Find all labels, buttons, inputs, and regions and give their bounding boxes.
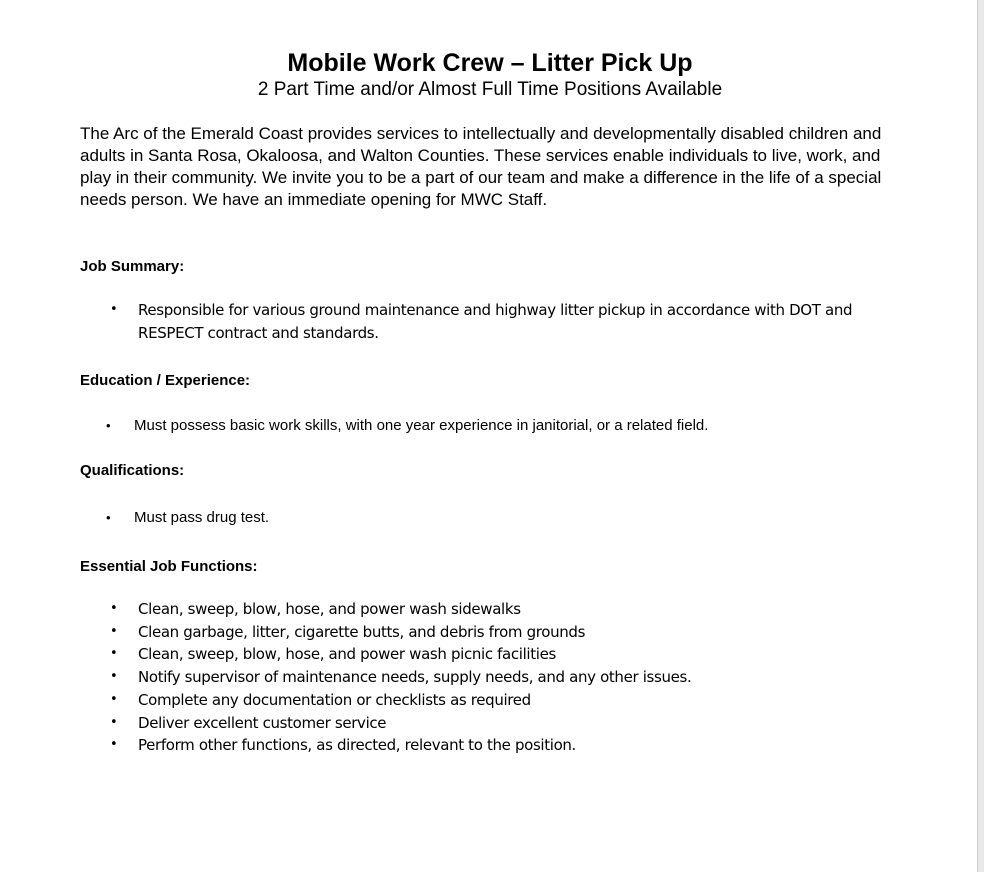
list-item-text: Clean, sweep, blow, hose, and power wash sidewalks <box>138 600 521 618</box>
bullet-icon: • <box>110 646 118 662</box>
list-item <box>80 712 880 735</box>
list-item-text: Deliver excellent customer service <box>138 713 387 732</box>
essential-functions-list <box>80 598 880 757</box>
essential-functions-heading: Essential Job Functions: <box>80 558 258 575</box>
bullet-icon: • <box>110 737 118 753</box>
bullet-icon: • <box>110 302 118 317</box>
bullet-icon: • <box>110 669 118 685</box>
job-summary-list <box>80 299 880 344</box>
bullet-icon: • <box>106 418 111 433</box>
list-item-text: Notify supervisor of maintenance needs, supply needs, and any other issues. <box>138 668 692 687</box>
list-item <box>80 508 900 528</box>
list-item <box>80 299 880 344</box>
bullet-icon: • <box>110 601 118 616</box>
list-item-text: Clean, sweep, blow, hose, and power wash picnic facilities <box>138 645 556 664</box>
bullet-icon: • <box>106 510 111 525</box>
list-item <box>80 689 880 712</box>
list-item <box>80 598 880 621</box>
list-item <box>80 643 880 666</box>
page-title: Mobile Work Crew – Litter Pick Up <box>287 49 693 77</box>
list-item-text: Must pass drug test. <box>134 509 270 526</box>
page-subtitle: 2 Part Time and/or Almost Full Time Positions Available <box>257 79 723 100</box>
job-summary-heading: Job Summary: <box>80 258 185 275</box>
page-edge-divider <box>977 0 984 872</box>
education-list <box>80 416 900 436</box>
list-item-text: Must possess basic work skills, with one year experience in janitorial, or a related field. <box>134 417 709 434</box>
education-heading: Education / Experience: <box>80 372 251 389</box>
intro-paragraph: The Arc of the Emerald Coast provides services to intellectually and developmentally disabled children and adults in Santa Rosa, Okaloosa, and Walton Counties. These services enable individuals to live, work, and play in their community. We invite you to be a part of our team and make a difference in the life of a special needs person. We have an immediate opening for MWC Staff. <box>80 124 882 209</box>
bullet-icon: • <box>110 691 118 707</box>
list-item <box>80 621 880 644</box>
list-item-text: Responsible for various ground maintenance and highway litter pickup in accordance with DOT and RESPECT contract and standards. <box>138 301 853 342</box>
list-item-text: Complete any documentation or checklists as required <box>138 690 531 709</box>
list-item <box>80 416 900 436</box>
list-item <box>80 734 880 757</box>
qualifications-list <box>80 508 900 528</box>
bullet-icon: • <box>110 623 118 639</box>
list-item-text: Perform other functions, as directed, relevant to the position. <box>138 736 576 755</box>
bullet-icon: • <box>110 714 118 730</box>
list-item-text: Clean garbage, litter, cigarette butts, and debris from grounds <box>138 622 586 641</box>
list-item <box>80 666 880 689</box>
qualifications-heading: Qualifications: <box>80 462 185 479</box>
